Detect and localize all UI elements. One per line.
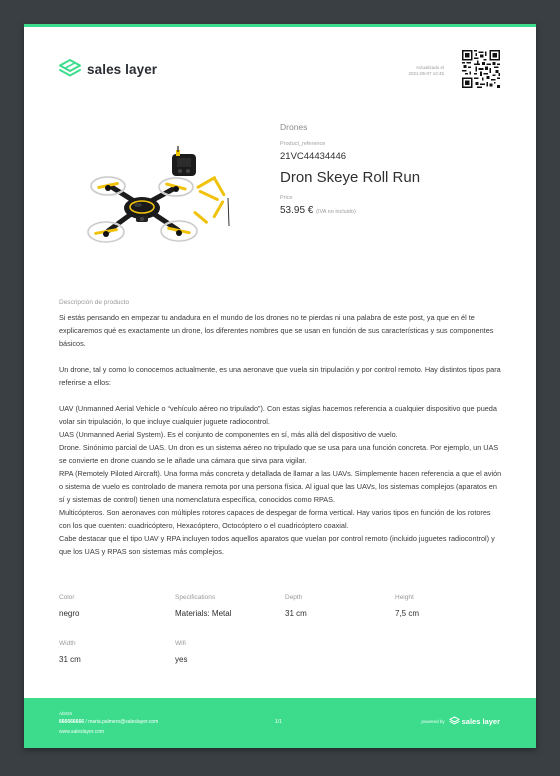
remote-controller-icon bbox=[172, 146, 196, 176]
attribute-value: 31 cm bbox=[59, 655, 81, 664]
updated-date: 2021-05-07 12:45 bbox=[408, 71, 444, 76]
powered-by-label: powered by bbox=[421, 718, 445, 724]
layers-logo-icon bbox=[58, 58, 82, 80]
qr-code-icon bbox=[462, 50, 500, 88]
description-paragraph: Un drone, tal y como lo conocemos actualmente, es una aeronave que vuela sin tripulación y por control remoto. Hay distintos tipos para referirse a ellos: bbox=[59, 365, 501, 387]
description-paragraph: Drone. Sinónimo parcial de UAS. Un dron es un sistema aéreo no tripulado que se usa para una función concreta. Por ejemplo, un UAS se convierte en drone cuando se le añade una cámara que sirva para vigilar. bbox=[59, 443, 499, 465]
attribute-value: 7,5 cm bbox=[395, 609, 420, 618]
description-text bbox=[59, 311, 504, 558]
product-image bbox=[80, 146, 242, 250]
description-paragraph: Cabe destacar que el tipo UAV y RPA incluyen todos aquellos aparatos que vuelan por control remoto (incluido juguetes radiocontrol) y que los UAS y RPAS son sistemas más complejos. bbox=[59, 534, 495, 556]
attribute-label: Specifications bbox=[175, 594, 216, 601]
attribute-label: Height bbox=[395, 594, 414, 601]
brand-name: sales layer bbox=[87, 61, 158, 77]
updated-info bbox=[408, 65, 444, 77]
brand-logo bbox=[58, 58, 157, 80]
price-value: 53.95 € bbox=[280, 205, 314, 216]
footer-brand: sales layer bbox=[461, 716, 500, 726]
attribute-value: negro bbox=[59, 609, 80, 618]
attribute-value: Materials: Metal bbox=[175, 609, 232, 618]
updated-label: Actualizado el bbox=[415, 65, 444, 70]
description-paragraph: UAV (Unmanned Aerial Vehicle o “vehículo aéreo no tripulado”). Con estas siglas hacemos referencia a cualquier dispositivo que pueda volar sin tripulación, lo que incluye cualquier juguete radiocontrol. bbox=[59, 404, 497, 426]
attribute-height bbox=[395, 594, 419, 618]
footer-email[interactable]: maria.palmero@saleslayer.com bbox=[88, 719, 159, 725]
description-paragraph: UAS (Unmanned Aerial System). Es el conjunto de componentes en sí, más allá del dispositivo de vuelo. bbox=[59, 430, 398, 439]
product-title: Dron Skeye Roll Run bbox=[280, 169, 421, 186]
powered-by bbox=[421, 716, 500, 726]
attribute-depth bbox=[285, 594, 307, 618]
product-category: Drones bbox=[280, 122, 308, 132]
attribute-value: 31 cm bbox=[285, 609, 307, 618]
accent-bar bbox=[24, 24, 536, 27]
attribute-width bbox=[59, 640, 81, 664]
attribute-specifications bbox=[175, 594, 231, 618]
price-vat-note: (IVA no incluido) bbox=[316, 209, 356, 215]
footer-website[interactable]: www.saleslayer.com bbox=[59, 729, 105, 735]
attribute-label: Color bbox=[59, 594, 75, 601]
page-footer bbox=[24, 698, 536, 748]
attribute-value: yes bbox=[175, 655, 188, 664]
reference-label: Product_reference bbox=[280, 141, 326, 147]
description-paragraph: Si estás pensando en empezar tu andadura en el mundo de los drones no te pierdas ni una palabra de este post, ya que en él te explicaremos qué es exactamente un drone, los diferentes nombres que se usan en función de sus características y sus componentes básicos. bbox=[59, 313, 494, 348]
layers-logo-icon bbox=[449, 716, 460, 726]
page-number: 1/1 bbox=[275, 719, 282, 725]
footer-contact: 666666666 / maria.palmero@saleslayer.com bbox=[59, 719, 159, 725]
attribute-label: Depth bbox=[285, 594, 303, 601]
description-label: Descripción de producto bbox=[59, 299, 130, 306]
description-paragraph: RPA (Remotely Piloted Aircraft). Una forma más concreta y detallada de llamar a las UAVs. Simplemente hacen referencia a que el avión o sistema de vuelo es controlado de manera remota por una persona física. Al igual que las UAVs, los sistemas complejos (aparatos en sí y sistemas de control) tienen una nomenclatura específica, conocidos como RPAS. bbox=[59, 469, 502, 504]
document-page bbox=[24, 24, 536, 748]
attribute-color bbox=[59, 594, 79, 618]
attribute-label: Width bbox=[59, 640, 76, 647]
reference-value: 21VC44434446 bbox=[280, 151, 347, 162]
footer-phone: 666666666 bbox=[59, 719, 85, 725]
footer-company: Ab026 bbox=[59, 711, 73, 716]
attribute-label: Wifi bbox=[175, 640, 186, 647]
attribute-wifi bbox=[175, 640, 187, 664]
price-label: Price bbox=[280, 195, 293, 201]
description-paragraph: Multicópteros. Son aeronaves con múltiples rotores capaces de despegar de forma vertical. Hay varios tipos en función de los rotores con los que cuenten: cuadricóptero, Hexacóptero, Octocóptero o el cuadricóptero coaxial. bbox=[59, 508, 491, 530]
price bbox=[280, 205, 356, 216]
